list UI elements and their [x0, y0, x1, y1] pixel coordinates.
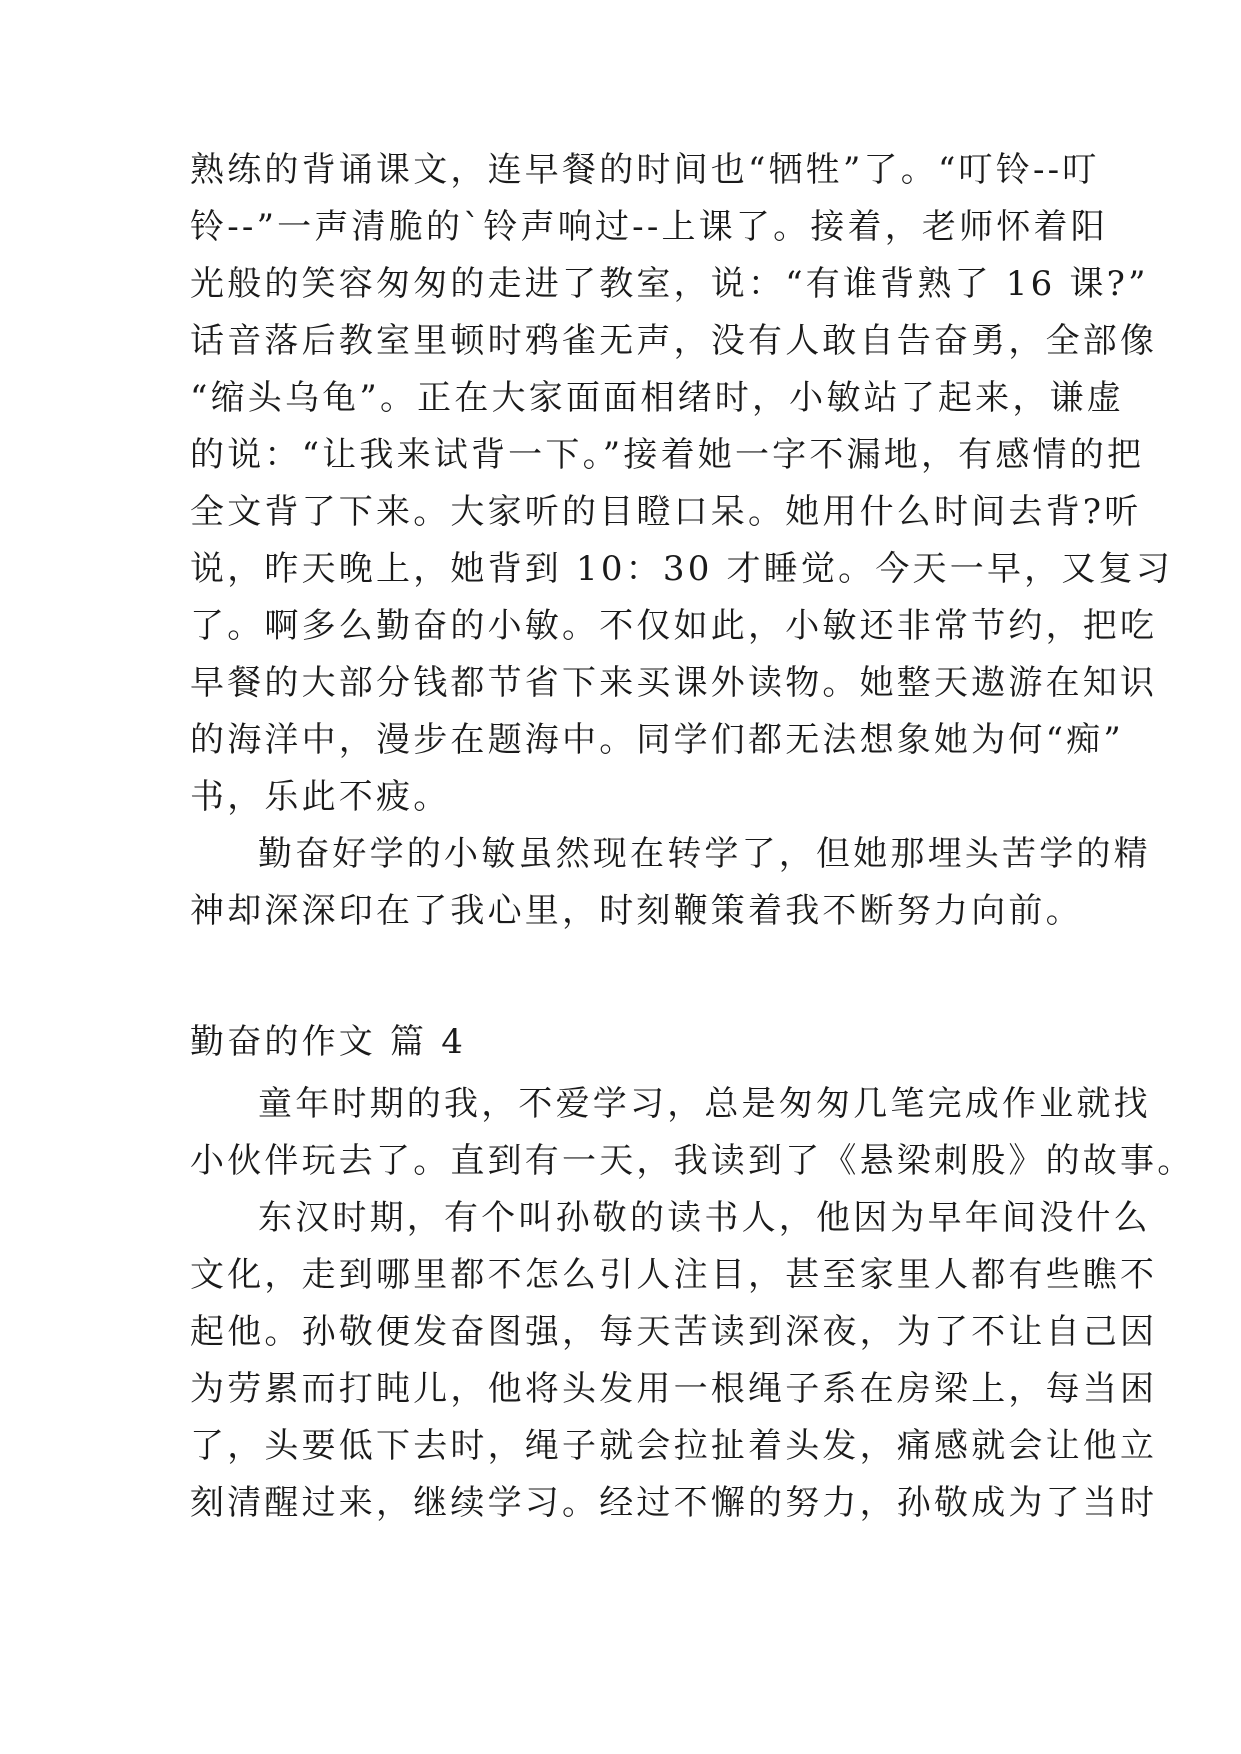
body-text-line: 的说：“让我来试背一下。”接着她一字不漏地，有感情的把	[190, 435, 1145, 475]
body-text-line: 话音落后教室里顿时鸦雀无声，没有人敢自告奋勇，全部像	[190, 321, 1158, 361]
body-text-line: 了。啊多么勤奋的小敏。不仅如此，小敏还非常节约，把吃	[190, 606, 1158, 646]
body-text-line: 光般的笑容匆匆的走进了教室，说：“有谁背熟了 16 课?”	[190, 264, 1149, 304]
section-heading: 勤奋的作文 篇 4	[190, 1022, 467, 1062]
body-text-line: “缩头乌龟”。正在大家面面相绪时，小敏站了起来，谦虚	[190, 378, 1124, 418]
body-text-line: 全文背了下来。大家听的目瞪口呆。她用什么时间去背?听	[190, 492, 1142, 532]
body-text-line: 了，头要低下去时，绳子就会拉扯着头发，痛感就会让他立	[190, 1426, 1158, 1466]
body-text-line: 熟练的背诵课文，连早餐的时间也“牺牲”了。“叮铃--叮	[190, 150, 1100, 190]
body-text-line: 早餐的大部分钱都节省下来买课外读物。她整天遨游在知识	[190, 663, 1158, 703]
body-text-line: 神却深深印在了我心里，时刻鞭策着我不断努力向前。	[190, 891, 1083, 931]
body-text-line: 的海洋中，漫步在题海中。同学们都无法想象她为何“痴”	[190, 720, 1124, 760]
paragraph-first-line: 东汉时期，有个叫孙敬的读书人，他因为早年间没什么	[258, 1198, 1151, 1238]
body-text-line: 起他。孙敬便发奋图强，每天苦读到深夜，为了不让自己因	[190, 1312, 1158, 1352]
body-text-line: 为劳累而打盹儿，他将头发用一根绳子系在房梁上，每当困	[190, 1369, 1158, 1409]
body-text-line: 文化，走到哪里都不怎么引人注目，甚至家里人都有些瞧不	[190, 1255, 1158, 1295]
body-text-line: 刻清醒过来，继续学习。经过不懈的努力，孙敬成为了当时	[190, 1483, 1158, 1523]
paragraph-first-line: 童年时期的我，不爱学习，总是匆匆几笔完成作业就找	[258, 1084, 1151, 1124]
body-text-line: 说，昨天晚上，她背到 10：30 才睡觉。今天一早，又复习	[190, 549, 1173, 589]
paragraph-first-line: 勤奋好学的小敏虽然现在转学了，但她那埋头苦学的精	[258, 834, 1151, 874]
body-text-line: 铃--”一声清脆的`铃声响过--上课了。接着，老师怀着阳	[190, 207, 1108, 247]
body-text-line: 小伙伴玩去了。直到有一天，我读到了《悬梁刺股》的故事。	[190, 1141, 1195, 1181]
body-text-line: 书，乐此不疲。	[190, 777, 451, 817]
